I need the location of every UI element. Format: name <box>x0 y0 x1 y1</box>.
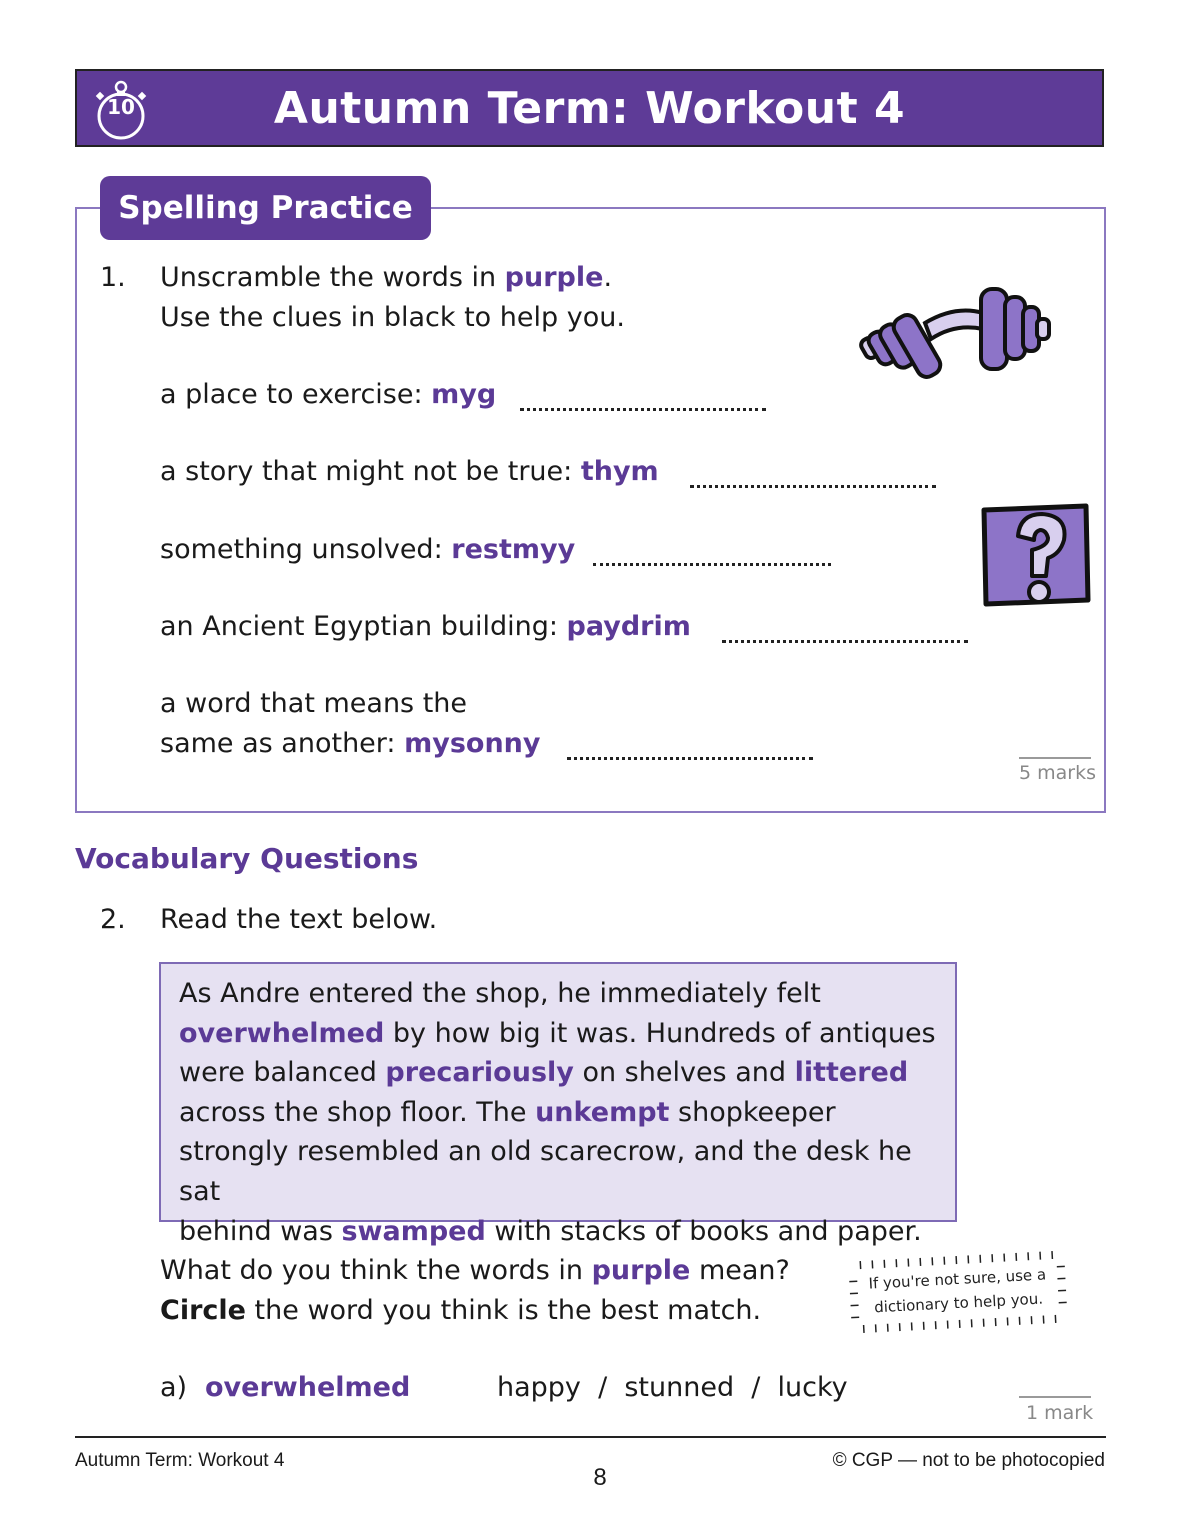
footer-title: Autumn Term: Workout 4 <box>75 1450 285 1471</box>
circle-bold: Circle <box>160 1295 246 1326</box>
tip-text: If you're not sure, use a dictionary to help you. <box>868 1265 1047 1317</box>
passage-line <box>179 1093 937 1133</box>
prompt-text: mean? <box>690 1255 790 1286</box>
answer-line-1[interactable] <box>520 408 766 411</box>
spelling-item-4 <box>160 607 691 647</box>
vocab-word-unkempt: unkempt <box>535 1096 670 1128</box>
passage-line: strongly resembled an old scarecrow, and the desk he sat <box>179 1136 912 1207</box>
section-label-spelling: Spelling Practice <box>100 176 431 240</box>
passage-text: by how big it was. Hundreds of antiques <box>384 1017 936 1049</box>
marks-label: 1 mark <box>1026 1402 1094 1424</box>
clue: something unsolved: <box>160 534 452 565</box>
vocab-word-precariously: precariously <box>385 1057 574 1089</box>
part-a-word: overwhelmed <box>205 1372 411 1403</box>
question-prompt <box>160 1251 790 1291</box>
answer-line-3[interactable] <box>593 563 831 566</box>
vocab-word-swamped: swamped <box>341 1215 486 1247</box>
instruction-text: . <box>603 262 613 293</box>
scrambled-word: restmyy <box>451 534 576 565</box>
passage-line <box>179 1212 937 1252</box>
section-heading-vocabulary: Vocabulary Questions <box>75 842 419 875</box>
passage-text: with stacks of books and paper. <box>485 1215 922 1247</box>
instruction-line-2: Use the clues in black to help you. <box>160 302 625 333</box>
passage-text: across the shop floor. The <box>179 1096 536 1128</box>
header-bar <box>75 69 1104 147</box>
answer-line-5[interactable] <box>567 757 813 760</box>
passage-text: behind was <box>179 1215 342 1247</box>
timer-minutes: 10 <box>107 95 135 119</box>
prompt-text: What do you think the words in <box>160 1255 592 1286</box>
answer-line-4[interactable] <box>722 640 968 643</box>
marks-line <box>1019 1396 1091 1398</box>
instruction-line-1 <box>160 258 612 298</box>
clue: same as another: <box>160 728 405 759</box>
passage-line <box>179 1014 937 1054</box>
question-mark-icon <box>978 502 1093 608</box>
footer-copyright: © CGP — not to be photocopied <box>832 1450 1105 1471</box>
dictionary-tip <box>846 1246 1070 1337</box>
scrambled-word: thym <box>580 456 659 487</box>
spelling-item-5 <box>160 724 541 764</box>
instruction-read: Read the text below. <box>160 904 438 935</box>
vocab-word-littered: littered <box>794 1057 909 1089</box>
spelling-item-2 <box>160 452 659 492</box>
instruction-text: Unscramble the words in <box>160 262 505 293</box>
page-title: Autumn Term: Workout 4 <box>273 82 906 134</box>
clue: a place to exercise: <box>160 379 432 410</box>
spelling-item-1 <box>160 375 496 415</box>
highlight-word: purple <box>504 262 604 293</box>
clue: an Ancient Egyptian building: <box>160 611 567 642</box>
marks-label: 5 marks <box>1019 762 1096 784</box>
passage-text: were balanced <box>179 1057 386 1089</box>
question-number-2: 2. <box>100 904 126 935</box>
clue: a story that might not be true: <box>160 456 581 487</box>
page-number: 8 <box>593 1464 607 1491</box>
highlight-word: purple <box>591 1255 691 1286</box>
circle-instruction <box>160 1291 761 1331</box>
marks-line <box>1019 757 1091 759</box>
footer-rule <box>75 1436 1106 1438</box>
part-a-options[interactable]: happy / stunned / lucky <box>497 1372 848 1403</box>
scrambled-word: myg <box>431 379 497 410</box>
vocab-word-overwhelmed: overwhelmed <box>179 1017 385 1049</box>
reading-passage <box>159 962 957 1247</box>
passage-line <box>179 1053 937 1093</box>
question-number-1: 1. <box>100 262 126 293</box>
spelling-item-3 <box>160 530 575 570</box>
passage-line: As Andre entered the shop, he immediately felt <box>179 978 821 1009</box>
passage-text: shopkeeper <box>669 1096 836 1128</box>
scrambled-word: paydrim <box>566 611 691 642</box>
scrambled-word: mysonny <box>404 728 541 759</box>
spelling-item-5-line-1: a word that means the <box>160 688 468 719</box>
passage-text: on shelves and <box>573 1057 795 1089</box>
dumbbell-icon <box>855 283 1055 383</box>
answer-line-2[interactable] <box>690 485 936 488</box>
part-a-label: a) <box>160 1372 188 1403</box>
circle-text: the word you think is the best match. <box>245 1295 762 1326</box>
